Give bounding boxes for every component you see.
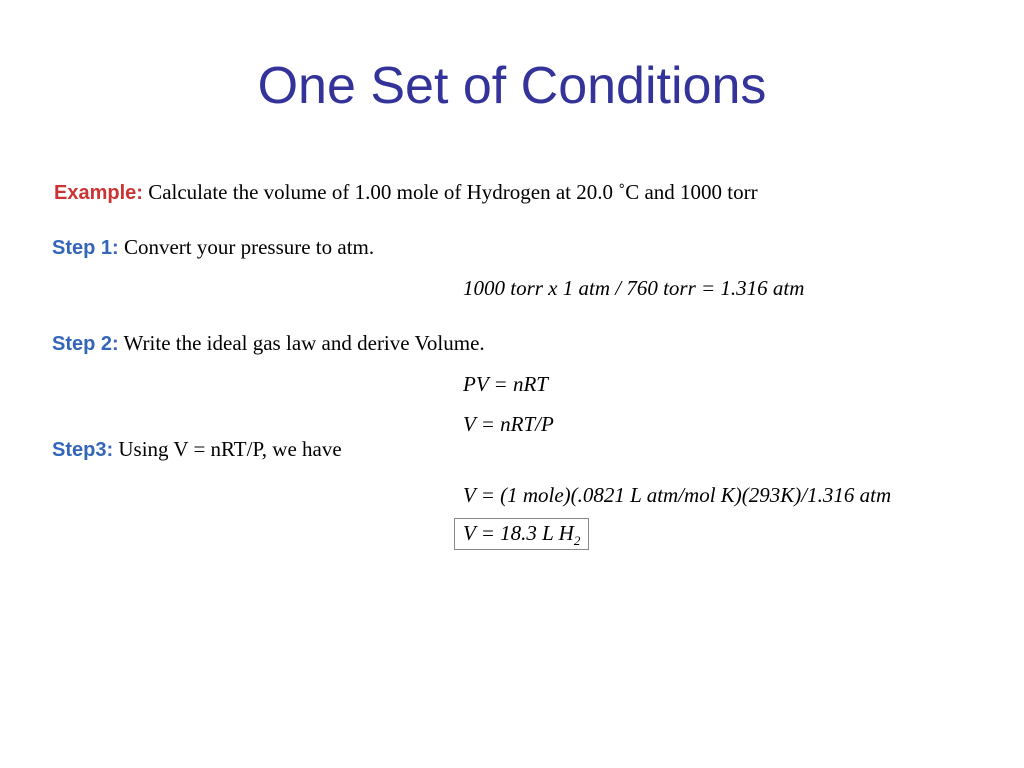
- step2-label: Step 2:: [52, 333, 119, 355]
- step3-label: Step3:: [52, 439, 114, 461]
- step3-text: Using V = nRT/P, we have: [113, 437, 342, 461]
- step1-line: [52, 235, 374, 260]
- step3-equation: V = (1 mole)(.0821 L atm/mol K)(293K)/1.316 atm: [463, 483, 892, 507]
- example-line: [54, 180, 758, 205]
- step2-equation-ideal-gas: PV = nRT: [463, 372, 548, 396]
- step1-text: Convert your pressure to atm.: [118, 235, 375, 259]
- slide-title: One Set of Conditions: [257, 57, 767, 115]
- step1-equation: 1000 torr x 1 atm / 760 torr = 1.316 atm: [463, 276, 805, 300]
- result-subscript: 2: [573, 533, 581, 548]
- step1-label: Step 1:: [52, 237, 119, 259]
- step2-text: Write the ideal gas law and derive Volume.: [118, 331, 485, 355]
- step3-line: [52, 437, 342, 462]
- step2-equation-volume: V = nRT/P: [463, 412, 554, 436]
- example-label: Example:: [54, 182, 143, 204]
- result-box: [454, 518, 589, 550]
- example-text: Calculate the volume of 1.00 mole of Hydrogen at 20.0 ˚C and 1000 torr: [142, 180, 758, 204]
- result-value: V = 18.3 L H: [463, 521, 574, 545]
- step2-line: [52, 331, 485, 356]
